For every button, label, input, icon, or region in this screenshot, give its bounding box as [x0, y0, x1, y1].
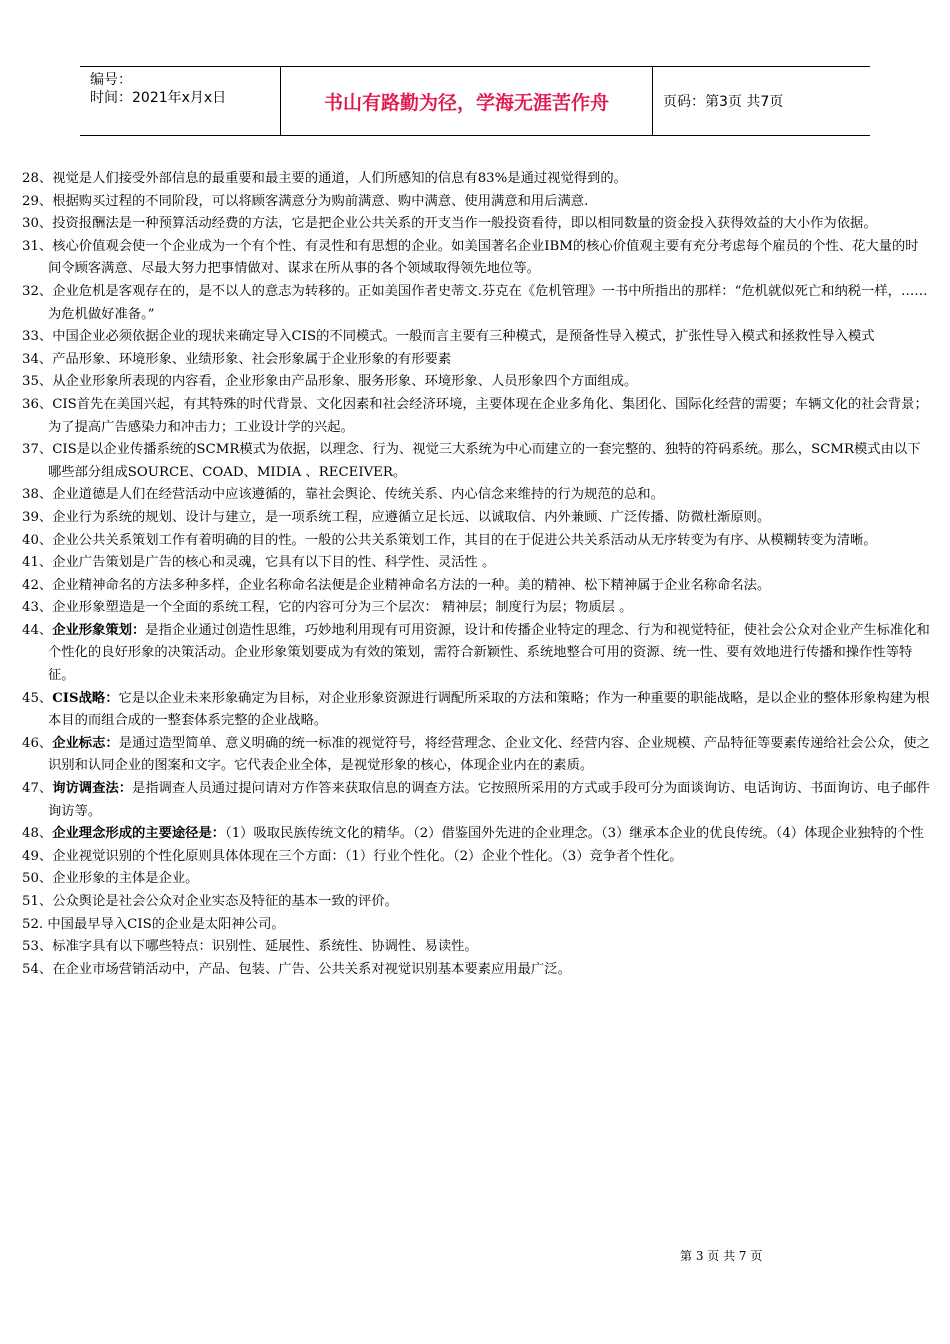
- item-number: 30、: [22, 216, 53, 232]
- list-item: [22, 778, 930, 823]
- item-text: 是通过造型简单、意义明确的统一标准的视觉符号，将经营理念、企业文化、经营内容、企业规模、产品特征等要素传递给社会公众，使之识别和认同企业的图案和文字。它代表企业全体，是视觉形象的核心，体现企业内在的素质。: [48, 735, 930, 774]
- item-number: 49、: [22, 848, 53, 864]
- list-item: [22, 597, 930, 620]
- item-text: 核心价值观会使一个企业成为一个有个性、有灵性和有思想的企业。如美国著名企业IBM的核心价值观主要有充分考虑每个雇员的个性、花大量的时间令顾客满意、尽最大努力把事情做对、谋求在所从事的各个领域取得领先地位等。: [48, 238, 919, 277]
- item-text: 企业广告策划是广告的核心和灵魂，它具有以下目的性、科学性、灵活性 。: [52, 555, 496, 571]
- list-item: [22, 936, 930, 959]
- item-text: 中国企业必须依据企业的现状来确定导入CIS的不同模式。一般而言主要有三种模式，是预备性导入模式，扩张性导入模式和拯救性导入模式: [52, 329, 875, 345]
- page-footer: 第 3 页 共 7 页: [680, 1249, 763, 1263]
- page-header: [80, 66, 870, 136]
- item-number: 28、: [22, 171, 53, 186]
- item-number: 31、: [22, 238, 53, 254]
- item-number: 54、: [22, 961, 53, 977]
- item-number: 42、: [22, 577, 53, 593]
- item-text: 产品形象、环境形象、业绩形象、社会形象属于企业形象的有形要素: [52, 351, 452, 367]
- list-item: [22, 168, 930, 191]
- list-item: [22, 823, 930, 846]
- item-number: 38、: [22, 487, 53, 503]
- item-term: CIS战略：: [52, 690, 119, 706]
- item-number: 45、: [22, 690, 53, 706]
- item-text: 企业视觉识别的个性化原则具体体现在三个方面：（1）行业个性化。（2）企业个性化。（3）竞争者个性化。: [52, 848, 683, 864]
- item-number: 46、: [22, 735, 53, 751]
- item-number: 29、: [22, 193, 53, 209]
- list-item: [22, 530, 930, 553]
- item-text: 是指企业通过创造性思维，巧妙地利用现有可用资源，设计和传播企业特定的理念、行为和视觉特征，使社会公众对企业产生标准化和个性化的良好形象的决策活动。企业形象策划要成为有效的策划，需符合新颖性、系统地整合可用的资源、统一性、要有效地进行传播和操作性等特征。: [48, 622, 930, 684]
- header-meta: [80, 67, 280, 135]
- item-text: CIS是以企业传播系统的SCMR模式为依据，以理念、行为、视觉三大系统为中心而建立的一套完整的、独特的符码系统。那么，SCMR模式由以下哪些部分组成SOURCE、COAD、MIDIA 、RECEIVER。: [48, 442, 921, 480]
- item-text: 企业行为系统的规划、设计与建立，是一项系统工程，应遵循立足长远、以诚取信、内外兼顾、广泛传播、防微杜渐原则。: [52, 509, 771, 525]
- item-text: 投资报酬法是一种预算活动经费的方法，它是把企业公共关系的开支当作一般投资看待，即以相同数量的资金投入获得效益的大小作为依据。: [52, 216, 877, 232]
- item-number: 39、: [22, 509, 53, 525]
- item-number: 33、: [22, 329, 53, 345]
- list-item: [22, 349, 930, 372]
- item-text: 从企业形象所表现的内容看，企业形象由产品形象、服务形象、环境形象、人员形象四个方面组成。: [52, 374, 638, 390]
- item-number: 51、: [22, 894, 53, 909]
- list-item: [22, 394, 930, 439]
- list-item: [22, 326, 930, 349]
- list-item: [22, 371, 930, 394]
- document-time-label: 时间：2021年x月x日: [90, 90, 227, 106]
- list-item: [22, 733, 930, 778]
- item-number: 32、: [22, 283, 53, 299]
- list-item: [22, 575, 930, 598]
- item-text: 它是以企业未来形象确定为目标，对企业形象资源进行调配所采取的方法和策略；作为一种重要的职能战略，是以企业的整体形象构建为根本目的而组合成的一整套体系完整的企业战略。: [48, 690, 930, 729]
- item-text: 企业形象的主体是企业。: [52, 871, 199, 887]
- item-number: 43、: [22, 600, 53, 616]
- item-term: 询访调查法：: [52, 781, 132, 797]
- item-text: 标准字具有以下哪些特点：识别性、延展性、系统性、协调性、易读性。: [52, 939, 478, 955]
- header-motto: 书山有路勤为径，学海无涯苦作舟: [280, 67, 653, 135]
- item-text: 在企业市场营销活动中，产品、包装、广告、公共关系对视觉识别基本要素应用最广泛。: [52, 961, 571, 977]
- list-item: [22, 620, 930, 688]
- item-number: 48、: [22, 826, 53, 842]
- document-number-label: 编号：: [90, 72, 132, 88]
- list-item: [22, 959, 930, 982]
- list-item: [22, 281, 930, 326]
- item-text: 企业道德是人们在经营活动中应该遵循的，靠社会舆论、传统关系、内心信念来维持的行为规范的总和。: [52, 487, 664, 503]
- item-text: （1）吸取民族传统文化的精华。（2）借鉴国外先进的企业理念。（3）继承本企业的优良传统。（4）体现企业独特的个性: [225, 826, 924, 842]
- item-number: 41、: [22, 555, 53, 571]
- item-text: 是指调查人员通过提问请对方作答来获取信息的调查方法。它按照所采用的方式或手段可分为面谈询访、电话询访、书面询访、电子邮件询访等。: [48, 781, 930, 819]
- item-text: 企业危机是客观存在的，是不以人的意志为转移的。正如美国作者史蒂文.芬克在《危机管理》一书中所指出的那样：“危机就似死亡和纳税一样，…… 为危机做好准备。”: [48, 283, 928, 322]
- document-body: [22, 168, 930, 981]
- list-item: [22, 891, 930, 914]
- item-text: 中国最早导入CIS的企业是太阳神公司。: [47, 916, 285, 932]
- list-item: [22, 868, 930, 891]
- item-number: 50、: [22, 871, 53, 887]
- item-text: 企业形象塑造是一个全面的系统工程，它的内容可分为三个层次： 精神层；制度行为层；物质层 。: [52, 600, 633, 616]
- item-text: 企业公共关系策划工作有着明确的目的性。一般的公共关系策划工作，其目的在于促进公共关系活动从无序转变为有序、从模糊转变为清晰。: [52, 532, 877, 548]
- list-item: [22, 914, 930, 937]
- item-text: 公众舆论是社会公众对企业实态及特征的基本一致的评价。: [52, 894, 398, 909]
- item-term: 企业理念形成的主要途径是：: [52, 826, 226, 842]
- item-term: 企业标志：: [52, 735, 119, 751]
- item-number: 47、: [22, 781, 53, 797]
- item-number: 34、: [22, 351, 53, 367]
- item-text: 根据购买过程的不同阶段，可以将顾客满意分为购前满意、购中满意、使用满意和用后满意.: [52, 193, 589, 209]
- list-item: [22, 688, 930, 733]
- list-item: [22, 213, 930, 236]
- item-number: 40、: [22, 532, 53, 548]
- item-term: 企业形象策划：: [52, 622, 146, 638]
- header-page-info: 页码：第3页 共7页: [663, 94, 784, 110]
- item-number: 53、: [22, 939, 53, 955]
- item-number: 44、: [22, 622, 53, 638]
- item-text: 企业精神命名的方法多种多样，企业名称命名法便是企业精神命名方法的一种。美的精神、松下精神属于企业名称命名法。: [52, 577, 771, 593]
- list-item: [22, 846, 930, 869]
- list-item: [22, 439, 930, 484]
- item-number: 35、: [22, 374, 53, 390]
- list-item: [22, 507, 930, 530]
- list-item: [22, 484, 930, 507]
- item-number: 36、: [22, 396, 53, 412]
- item-number: 52.: [22, 916, 48, 932]
- item-text: 视觉是人们接受外部信息的最重要和最主要的通道，人们所感知的信息有83%是通过视觉得到的。: [52, 171, 627, 186]
- list-item: [22, 191, 930, 214]
- item-text: CIS首先在美国兴起，有其特殊的时代背景、文化因素和社会经济环境，主要体现在企业多角化、集团化、国际化经营的需要；车辆文化的社会背景；为了提高广告感染力和冲击力；工业设计学的兴起。: [48, 396, 928, 435]
- list-item: [22, 552, 930, 575]
- list-item: [22, 236, 930, 281]
- item-number: 37、: [22, 442, 53, 458]
